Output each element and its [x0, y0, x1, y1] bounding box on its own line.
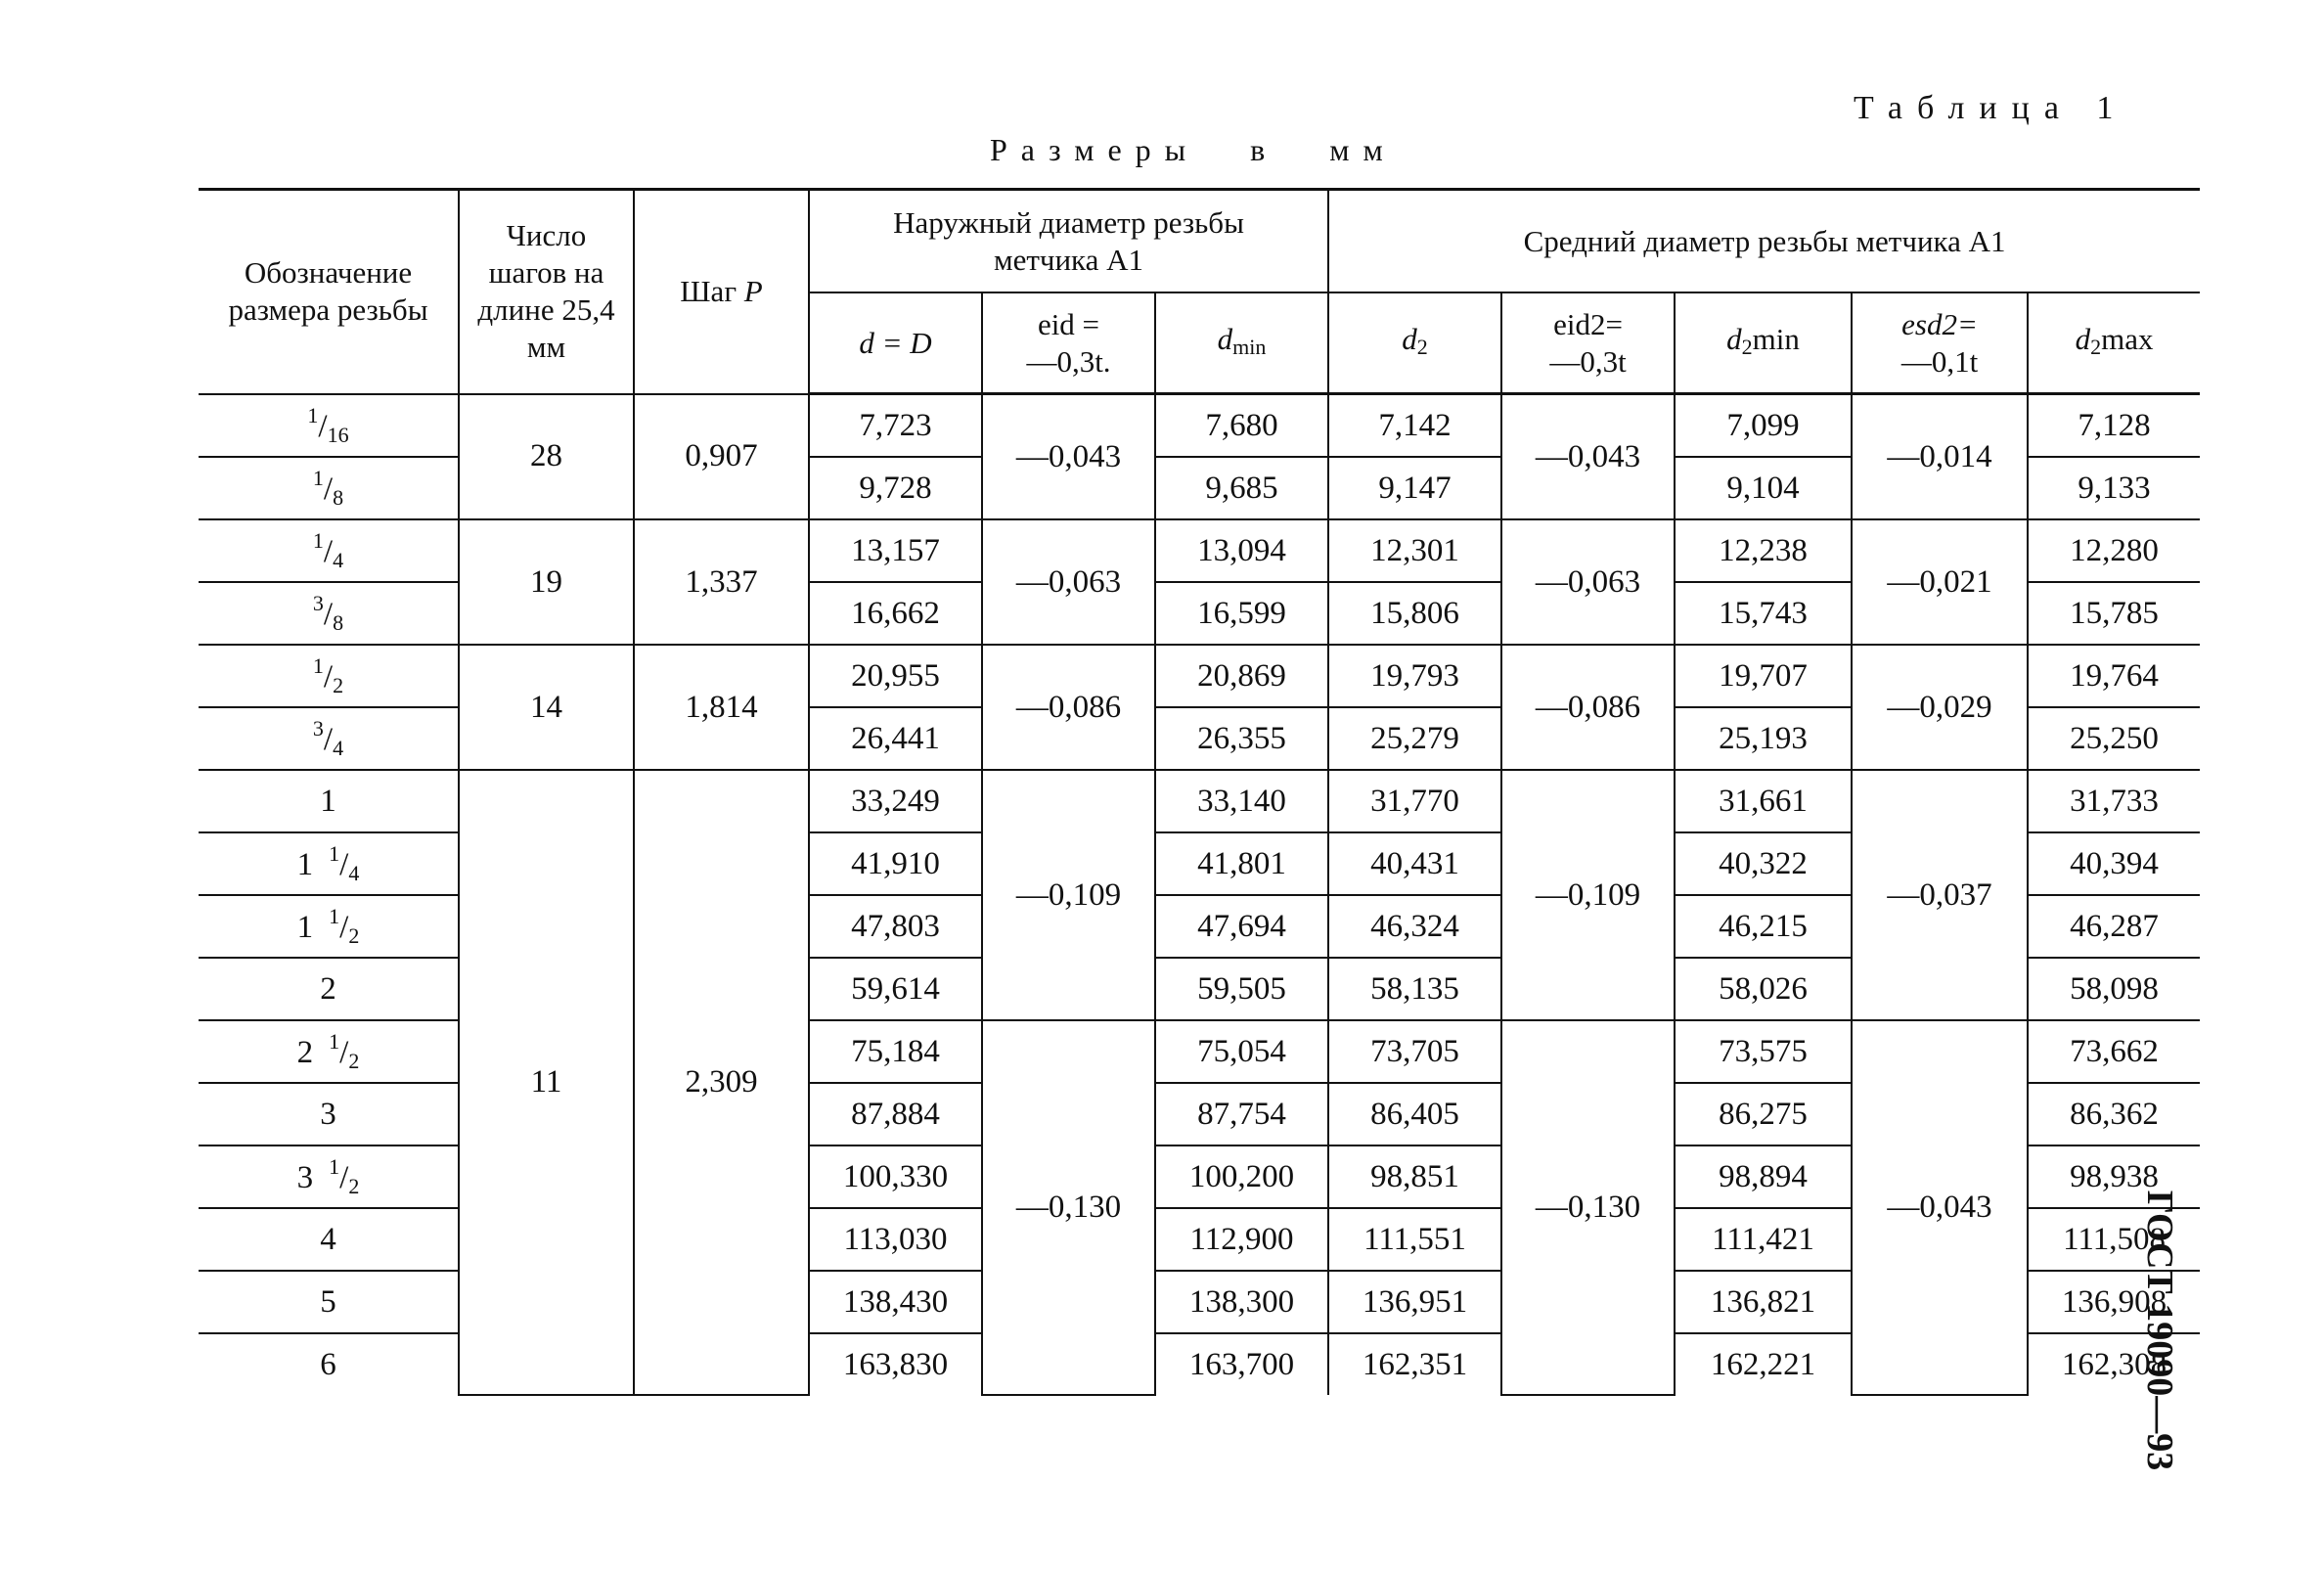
d2min-cell: 25,193	[1675, 707, 1852, 770]
esd2-cell: —0,029	[1852, 645, 2028, 770]
eid2-cell: —0,063	[1501, 519, 1675, 645]
header-col-d2min-tail: min	[1752, 321, 1800, 356]
header-outer-diameter-group: Наружный диаметр резьбы метчика А1	[809, 190, 1328, 293]
designation-cell: $^1$/8	[199, 457, 459, 519]
header-col-d2-base: d	[1402, 321, 1417, 356]
esd2-cell: —0,043	[1852, 1020, 2028, 1395]
dmin-cell: 33,140	[1155, 770, 1328, 832]
header-col-d2min-base: d	[1726, 321, 1742, 356]
d-cell: 16,662	[809, 582, 982, 645]
header-pitch-label: Шаг	[680, 274, 737, 309]
header-col-dmin-sub: min	[1232, 334, 1267, 359]
fraction-numerator: 1	[312, 466, 324, 490]
fraction-numerator: 1	[329, 1029, 340, 1054]
designation-cell: 2 $^1$/2	[199, 1020, 459, 1083]
d2max-cell: 12,280	[2028, 519, 2200, 582]
header-col-dmin-base: d	[1217, 321, 1233, 356]
header-col-eid	[982, 292, 1155, 394]
table-row	[199, 770, 2200, 832]
d2max-cell: 73,662	[2028, 1020, 2200, 1083]
header-col-d2min	[1675, 292, 1852, 394]
whole-part: 1	[296, 847, 314, 882]
designation-cell: 6	[199, 1333, 459, 1395]
header-col-dmin	[1155, 292, 1328, 394]
designation-cell: $^1$/2	[199, 645, 459, 707]
dmin-cell: 75,054	[1155, 1020, 1328, 1083]
header-col-d2max-base: d	[2075, 321, 2091, 356]
designation-cell: 1 $^1$/2	[199, 895, 459, 958]
fraction-numerator: 1	[312, 528, 324, 553]
fraction-numerator: 3	[312, 591, 324, 615]
designation-cell: 3	[199, 1083, 459, 1145]
header-col-d2max-sub: 2	[2090, 334, 2102, 359]
d2max-cell: 162,308	[2028, 1333, 2200, 1395]
header-col-d-D: d = D	[809, 292, 982, 394]
esd2-cell: —0,014	[1852, 394, 2028, 520]
d2min-cell: 136,821	[1675, 1271, 1852, 1333]
header-col-esd2-line1: esd2=	[1901, 306, 1978, 341]
d-cell: 113,030	[809, 1208, 982, 1271]
pitch-cell: 1,814	[634, 645, 809, 770]
d2max-cell: 19,764	[2028, 645, 2200, 707]
designation-cell: 5	[199, 1271, 459, 1333]
fraction-denominator: 2	[348, 1049, 360, 1073]
table-row	[199, 519, 2200, 582]
d2min-cell: 31,661	[1675, 770, 1852, 832]
eid2-cell: —0,130	[1501, 1020, 1675, 1395]
threads-cell: 11	[459, 770, 634, 1395]
d2max-cell: 98,938	[2028, 1145, 2200, 1208]
fraction-denominator: 8	[333, 485, 344, 510]
d2min-cell: 46,215	[1675, 895, 1852, 958]
whole-part: 2	[296, 1035, 314, 1070]
d2max-cell: 86,362	[2028, 1083, 2200, 1145]
header-pitch-symbol: P	[743, 274, 763, 309]
dmin-cell: 20,869	[1155, 645, 1328, 707]
eid-cell: —0,086	[982, 645, 1155, 770]
dmin-cell: 59,505	[1155, 958, 1328, 1020]
d2min-cell: 19,707	[1675, 645, 1852, 707]
fraction-denominator: 2	[348, 923, 360, 948]
d-cell: 41,910	[809, 832, 982, 895]
designation-cell: 2	[199, 958, 459, 1020]
d2-cell: 46,324	[1328, 895, 1501, 958]
eid-cell: —0,063	[982, 519, 1155, 645]
d2min-cell: 98,894	[1675, 1145, 1852, 1208]
header-designation: Обозначение размера резьбы	[199, 190, 459, 394]
header-pitch	[634, 190, 809, 394]
d-cell: 87,884	[809, 1083, 982, 1145]
d2max-cell: 46,287	[2028, 895, 2200, 958]
d2-cell: 25,279	[1328, 707, 1501, 770]
d2-cell: 111,551	[1328, 1208, 1501, 1271]
d2min-cell: 15,743	[1675, 582, 1852, 645]
fraction-denominator: 8	[333, 610, 344, 635]
eid-cell: —0,043	[982, 394, 1155, 520]
d2-cell: 136,951	[1328, 1271, 1501, 1333]
d2min-cell: 7,099	[1675, 394, 1852, 458]
threads-cell: 28	[459, 394, 634, 520]
d2-cell: 12,301	[1328, 519, 1501, 582]
fraction-denominator: 4	[333, 736, 344, 760]
designation-cell: $^3$/4	[199, 707, 459, 770]
header-col-d2max-tail: max	[2101, 321, 2154, 356]
d-cell: 59,614	[809, 958, 982, 1020]
d-cell: 138,430	[809, 1271, 982, 1333]
designation-cell: $^1$/16	[199, 394, 459, 458]
d2-cell: 31,770	[1328, 770, 1501, 832]
header-col-eid2-line1: eid2=	[1553, 306, 1623, 341]
header-col-esd2-line2: —0,1t	[1900, 343, 1979, 379]
d2-cell: 7,142	[1328, 394, 1501, 458]
eid-cell: —0,130	[982, 1020, 1155, 1395]
esd2-cell: —0,037	[1852, 770, 2028, 1020]
d2min-cell: 86,275	[1675, 1083, 1852, 1145]
fraction-denominator: 16	[327, 422, 349, 447]
fraction-numerator: 1	[307, 402, 319, 427]
d2max-cell: 58,098	[2028, 958, 2200, 1020]
header-col-eid2	[1501, 292, 1675, 394]
designation-cell: 4	[199, 1208, 459, 1271]
eid2-cell: —0,043	[1501, 394, 1675, 520]
whole-part: 3	[296, 1160, 314, 1195]
table-label: Таблица 1	[1854, 90, 2128, 126]
d2min-cell: 58,026	[1675, 958, 1852, 1020]
d2-cell: 98,851	[1328, 1145, 1501, 1208]
dmin-cell: 47,694	[1155, 895, 1328, 958]
dmin-cell: 9,685	[1155, 457, 1328, 519]
d2-cell: 162,351	[1328, 1333, 1501, 1395]
d-cell: 47,803	[809, 895, 982, 958]
d-cell: 163,830	[809, 1333, 982, 1395]
d2-cell: 19,793	[1328, 645, 1501, 707]
d2-cell: 15,806	[1328, 582, 1501, 645]
dmin-cell: 87,754	[1155, 1083, 1328, 1145]
designation-cell: 1 $^1$/4	[199, 832, 459, 895]
d2-cell: 58,135	[1328, 958, 1501, 1020]
header-col-d2max	[2028, 292, 2200, 394]
designation-cell: $^3$/8	[199, 582, 459, 645]
header-col-eid-line2: —0,3t.	[1026, 343, 1111, 379]
d2min-cell: 12,238	[1675, 519, 1852, 582]
d-cell: 20,955	[809, 645, 982, 707]
d-cell: 7,723	[809, 394, 982, 458]
header-col-d2min-sub: 2	[1741, 334, 1753, 359]
d2-cell: 73,705	[1328, 1020, 1501, 1083]
designation-cell: $^1$/4	[199, 519, 459, 582]
d2-cell: 40,431	[1328, 832, 1501, 895]
side-label: ГОСТ 19090—93	[2139, 1190, 2180, 1471]
d2-cell: 9,147	[1328, 457, 1501, 519]
units-note: Размеры в мм	[990, 132, 1397, 167]
d-cell: 26,441	[809, 707, 982, 770]
d2min-cell: 111,421	[1675, 1208, 1852, 1271]
dmin-cell: 13,094	[1155, 519, 1328, 582]
fraction-denominator: 4	[333, 548, 344, 572]
whole-part: 1	[296, 910, 314, 945]
eid2-cell: —0,086	[1501, 645, 1675, 770]
d2min-cell: 40,322	[1675, 832, 1852, 895]
fraction-numerator: 1	[329, 841, 340, 866]
header-col-eid-line1: eid =	[1037, 306, 1100, 341]
header-col-esd2	[1852, 292, 2028, 394]
d-cell: 13,157	[809, 519, 982, 582]
threads-cell: 14	[459, 645, 634, 770]
d2max-cell: 15,785	[2028, 582, 2200, 645]
d2min-cell: 73,575	[1675, 1020, 1852, 1083]
fraction-numerator: 3	[312, 716, 324, 741]
pitch-cell: 2,309	[634, 770, 809, 1395]
pitch-cell: 1,337	[634, 519, 809, 645]
threads-cell: 19	[459, 519, 634, 645]
dmin-cell: 7,680	[1155, 394, 1328, 458]
thread-dimensions-table	[199, 188, 2200, 1396]
dmin-cell: 16,599	[1155, 582, 1328, 645]
fraction-numerator: 1	[329, 904, 340, 928]
d2-cell: 86,405	[1328, 1083, 1501, 1145]
header-col-d2	[1328, 292, 1501, 394]
d2max-cell: 111,508	[2028, 1208, 2200, 1271]
d2max-cell: 31,733	[2028, 770, 2200, 832]
header-pitch-diameter-group: Средний диаметр резьбы метчика А1	[1328, 190, 2200, 293]
dmin-cell: 26,355	[1155, 707, 1328, 770]
dmin-cell: 163,700	[1155, 1333, 1328, 1395]
d2min-cell: 162,221	[1675, 1333, 1852, 1395]
fraction-numerator: 1	[329, 1154, 340, 1179]
header-threads-per-length: Число шагов на длине 25,4 мм	[459, 190, 634, 394]
table-row	[199, 645, 2200, 707]
d-cell: 9,728	[809, 457, 982, 519]
header-col-d2-sub: 2	[1416, 334, 1428, 359]
fraction-numerator: 1	[312, 653, 324, 678]
d2max-cell: 136,908	[2028, 1271, 2200, 1333]
header-col-eid2-line2: —0,3t	[1549, 343, 1627, 379]
d2max-cell: 40,394	[2028, 832, 2200, 895]
dmin-cell: 138,300	[1155, 1271, 1328, 1333]
d2max-cell: 9,133	[2028, 457, 2200, 519]
designation-cell: 3 $^1$/2	[199, 1145, 459, 1208]
d2min-cell: 9,104	[1675, 457, 1852, 519]
d2max-cell: 25,250	[2028, 707, 2200, 770]
eid-cell: —0,109	[982, 770, 1155, 1020]
fraction-denominator: 4	[348, 861, 360, 885]
table-row	[199, 394, 2200, 458]
eid2-cell: —0,109	[1501, 770, 1675, 1020]
pitch-cell: 0,907	[634, 394, 809, 520]
dmin-cell: 41,801	[1155, 832, 1328, 895]
d-cell: 33,249	[809, 770, 982, 832]
d-cell: 75,184	[809, 1020, 982, 1083]
fraction-denominator: 2	[333, 673, 344, 697]
designation-cell: 1	[199, 770, 459, 832]
d2max-cell: 7,128	[2028, 394, 2200, 458]
dmin-cell: 112,900	[1155, 1208, 1328, 1271]
d-cell: 100,330	[809, 1145, 982, 1208]
fraction-denominator: 2	[348, 1174, 360, 1198]
esd2-cell: —0,021	[1852, 519, 2028, 645]
dmin-cell: 100,200	[1155, 1145, 1328, 1208]
